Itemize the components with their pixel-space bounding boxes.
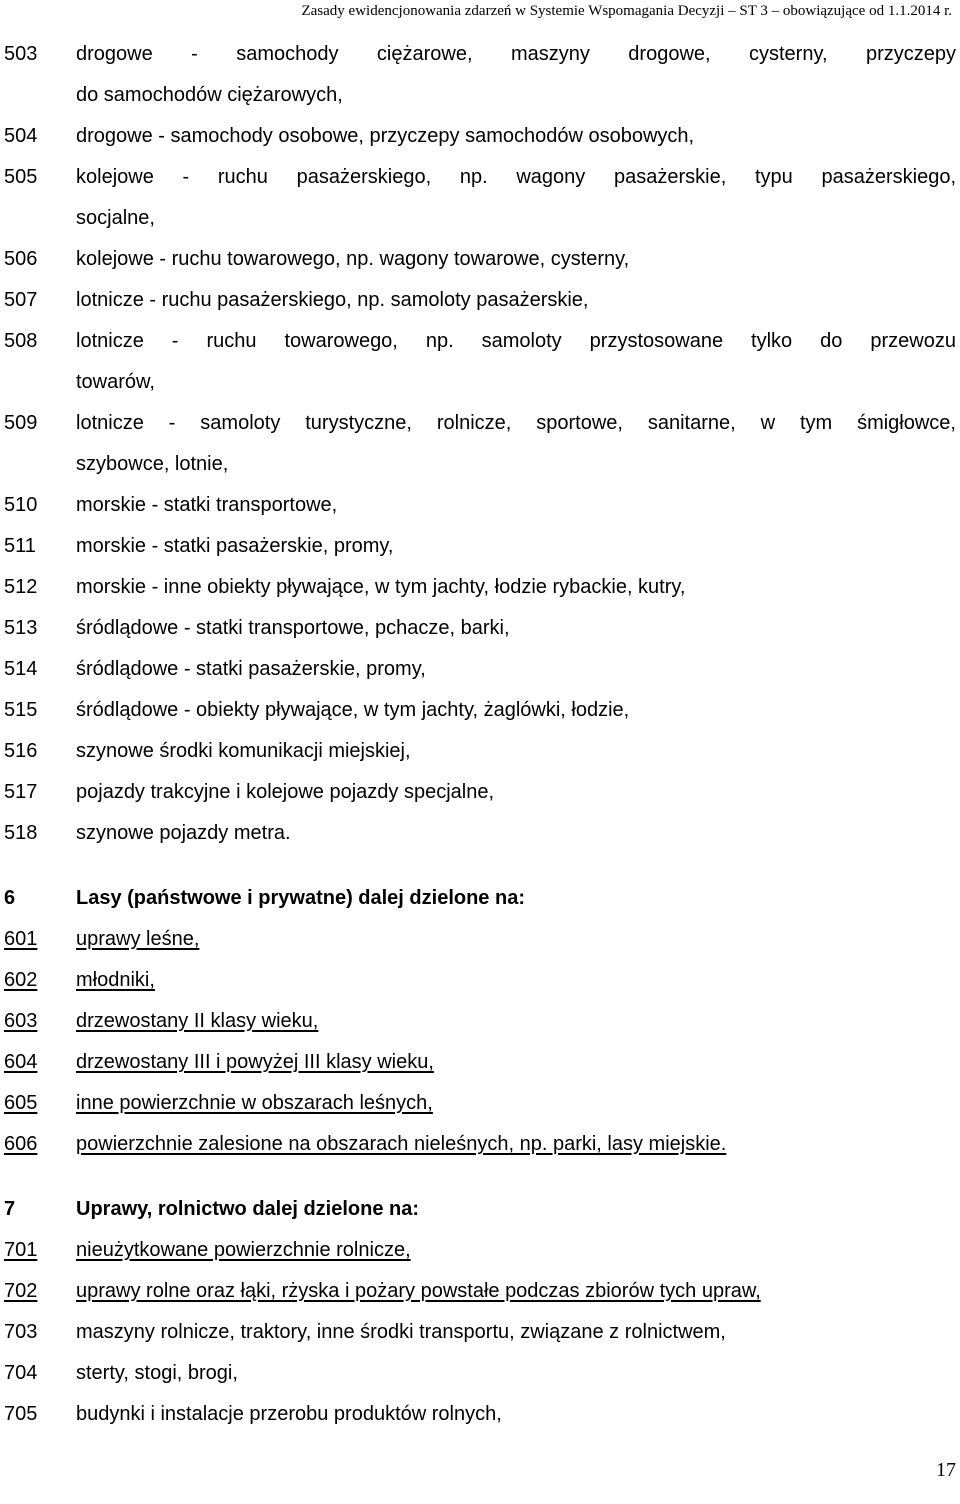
item-code: 603 bbox=[4, 1010, 38, 1032]
code-row-506 bbox=[0, 239, 960, 280]
item-description: drzewostany III i powyżej III klasy wieku, bbox=[76, 1051, 434, 1073]
code-row-702 bbox=[0, 1271, 960, 1312]
item-code: 702 bbox=[4, 1280, 38, 1302]
code-row-504 bbox=[0, 116, 960, 157]
item-code: 507 bbox=[4, 289, 38, 311]
item-code: 510 bbox=[4, 494, 38, 516]
item-code: 511 bbox=[4, 535, 36, 557]
item-code: 503 bbox=[4, 43, 38, 65]
item-description: szynowe środki komunikacji miejskiej, bbox=[76, 740, 411, 762]
item-description: kolejowe - ruchu pasażerskiego, np. wagony pasażerskie, typu pasażerskiego, bbox=[76, 166, 956, 188]
item-description: śródlądowe - statki pasażerskie, promy, bbox=[76, 658, 426, 680]
item-code: 604 bbox=[4, 1051, 38, 1073]
code-row-511 bbox=[0, 526, 960, 567]
item-description: morskie - inne obiekty pływające, w tym jachty, łodzie rybackie, kutry, bbox=[76, 576, 686, 598]
code-row-continuation bbox=[0, 444, 960, 485]
item-description: nieużytkowane powierzchnie rolnicze, bbox=[76, 1239, 411, 1261]
code-row-508 bbox=[0, 321, 960, 362]
code-row-509 bbox=[0, 403, 960, 444]
item-code: 704 bbox=[4, 1362, 38, 1384]
code-row-703 bbox=[0, 1312, 960, 1353]
code-row-512 bbox=[0, 567, 960, 608]
item-code: 605 bbox=[4, 1092, 38, 1114]
code-row-507 bbox=[0, 280, 960, 321]
item-code: 703 bbox=[4, 1321, 38, 1343]
item-code: 602 bbox=[4, 969, 38, 991]
item-description: lotnicze - samoloty turystyczne, rolnicze, sportowe, sanitarne, w tym śmigłowce, bbox=[76, 412, 956, 434]
item-description: morskie - statki pasażerskie, promy, bbox=[76, 535, 394, 557]
item-description: morskie - statki transportowe, bbox=[76, 494, 338, 516]
item-code: 509 bbox=[4, 412, 38, 434]
code-row-515 bbox=[0, 690, 960, 731]
item-description: śródlądowe - statki transportowe, pchacze, barki, bbox=[76, 617, 510, 639]
item-code: 515 bbox=[4, 699, 38, 721]
item-description: do samochodów ciężarowych, bbox=[76, 84, 343, 106]
section-code: 6 bbox=[4, 887, 16, 909]
item-description: powierzchnie zalesione na obszarach nieleśnych, np. parki, lasy miejskie. bbox=[76, 1133, 727, 1155]
item-description: sterty, stogi, brogi, bbox=[76, 1362, 238, 1384]
item-code: 514 bbox=[4, 658, 38, 680]
code-row-603 bbox=[0, 1001, 960, 1042]
item-description: lotnicze - ruchu pasażerskiego, np. samoloty pasażerskie, bbox=[76, 289, 589, 311]
code-row-601 bbox=[0, 919, 960, 960]
item-code: 701 bbox=[4, 1239, 38, 1261]
code-row-517 bbox=[0, 772, 960, 813]
section-title: Uprawy, rolnictwo dalej dzielone na: bbox=[76, 1198, 420, 1220]
page-header: Zasady ewidencjonowania zdarzeń w Systemie Wspomagania Decyzji – ST 3 – obowiązujące od 1.1.2014 r. bbox=[301, 3, 952, 19]
item-description: towarów, bbox=[76, 371, 155, 393]
item-code: 705 bbox=[4, 1403, 38, 1425]
item-code: 506 bbox=[4, 248, 38, 270]
item-description: pojazdy trakcyjne i kolejowe pojazdy specjalne, bbox=[76, 781, 495, 803]
code-row-continuation bbox=[0, 75, 960, 116]
code-row-continuation bbox=[0, 198, 960, 239]
item-description: śródlądowe - obiekty pływające, w tym jachty, żaglówki, łodzie, bbox=[76, 699, 630, 721]
item-code: 518 bbox=[4, 822, 38, 844]
code-row-505 bbox=[0, 157, 960, 198]
code-row-503 bbox=[0, 34, 960, 75]
code-row-510 bbox=[0, 485, 960, 526]
code-row-513 bbox=[0, 608, 960, 649]
item-description: inne powierzchnie w obszarach leśnych, bbox=[76, 1092, 433, 1114]
item-description: socjalne, bbox=[76, 207, 155, 229]
list-forest-codes bbox=[0, 919, 960, 1165]
item-code: 606 bbox=[4, 1133, 38, 1155]
code-row-602 bbox=[0, 960, 960, 1001]
item-description: młodniki, bbox=[76, 969, 155, 991]
code-row-604 bbox=[0, 1042, 960, 1083]
code-row-704 bbox=[0, 1353, 960, 1394]
item-code: 512 bbox=[4, 576, 38, 598]
document-body bbox=[0, 34, 960, 1435]
item-description: uprawy leśne, bbox=[76, 928, 200, 950]
item-code: 517 bbox=[4, 781, 38, 803]
section-title: Lasy (państwowe i prywatne) dalej dzielone na: bbox=[76, 887, 525, 909]
item-description: uprawy rolne oraz łąki, rżyska i pożary powstałe podczas zbiorów tych upraw, bbox=[76, 1280, 761, 1302]
code-row-606 bbox=[0, 1124, 960, 1165]
item-code: 516 bbox=[4, 740, 38, 762]
list-agriculture-codes bbox=[0, 1230, 960, 1435]
item-description: szybowce, lotnie, bbox=[76, 453, 229, 475]
item-description: szynowe pojazdy metra. bbox=[76, 822, 291, 844]
item-description: maszyny rolnicze, traktory, inne środki transportu, związane z rolnictwem, bbox=[76, 1321, 726, 1343]
item-code: 513 bbox=[4, 617, 38, 639]
code-row-701 bbox=[0, 1230, 960, 1271]
item-description: lotnicze - ruchu towarowego, np. samoloty przystosowane tylko do przewozu bbox=[76, 330, 956, 352]
item-code: 601 bbox=[4, 928, 38, 950]
page-number: 17 bbox=[936, 1459, 956, 1481]
item-description: drogowe - samochody ciężarowe, maszyny drogowe, cysterny, przyczepy bbox=[76, 43, 956, 65]
code-row-continuation bbox=[0, 362, 960, 403]
section-7-heading bbox=[0, 1189, 960, 1230]
item-description: drogowe - samochody osobowe, przyczepy samochodów osobowych, bbox=[76, 125, 695, 147]
code-row-705 bbox=[0, 1394, 960, 1435]
code-row-605 bbox=[0, 1083, 960, 1124]
item-code: 504 bbox=[4, 125, 38, 147]
section-6-heading bbox=[0, 878, 960, 919]
item-description: kolejowe - ruchu towarowego, np. wagony towarowe, cysterny, bbox=[76, 248, 630, 270]
code-row-518 bbox=[0, 813, 960, 854]
section-code: 7 bbox=[4, 1198, 16, 1220]
item-code: 508 bbox=[4, 330, 38, 352]
code-row-514 bbox=[0, 649, 960, 690]
item-code: 505 bbox=[4, 166, 38, 188]
item-description: budynki i instalacje przerobu produktów rolnych, bbox=[76, 1403, 502, 1425]
list-transport-codes bbox=[0, 34, 960, 854]
code-row-516 bbox=[0, 731, 960, 772]
item-description: drzewostany II klasy wieku, bbox=[76, 1010, 319, 1032]
